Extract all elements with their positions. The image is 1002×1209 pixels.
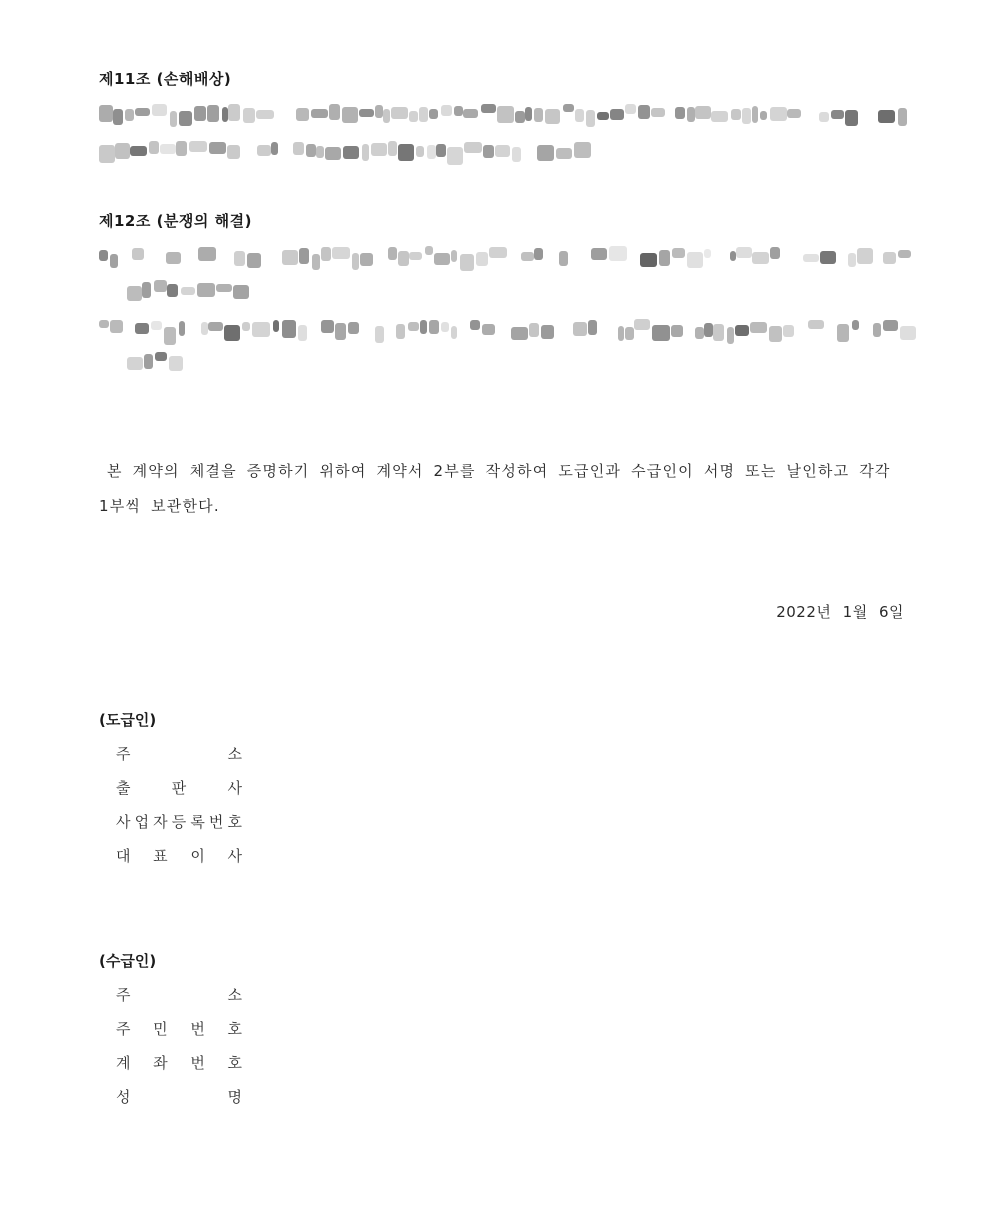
redaction-pixel — [742, 108, 751, 124]
redaction-pixel — [306, 144, 316, 157]
redaction-pixel — [209, 142, 226, 154]
contract-date: 2022년 1월 6일 — [776, 603, 904, 621]
field-label — [116, 1086, 242, 1108]
redaction-pixel — [99, 105, 113, 122]
redaction-pixel — [675, 107, 685, 119]
redaction-pixel — [852, 320, 859, 331]
redaction-pixel — [752, 252, 769, 264]
redaction-pixel — [476, 252, 488, 266]
redaction-pixel — [704, 323, 713, 338]
redaction-pixel — [194, 106, 206, 121]
contractor-heading: (도급인) — [99, 711, 157, 729]
field-label-char: 소 — [227, 986, 242, 1004]
redaction-pixel — [151, 321, 162, 330]
redaction-pixel — [298, 325, 307, 341]
redaction-pixel — [900, 326, 916, 339]
field-label-char: 번 — [190, 1020, 205, 1038]
redaction-pixel — [463, 109, 478, 118]
redaction-pixel — [127, 286, 142, 301]
redaction-pixel — [179, 111, 192, 126]
redaction-pixel — [207, 105, 219, 122]
redaction-pixel — [110, 254, 117, 269]
redaction-pixel — [541, 325, 554, 338]
redaction-pixel — [166, 252, 180, 264]
redaction-pixel — [201, 322, 208, 335]
redaction-pixel — [234, 251, 246, 266]
redaction-pixel — [375, 105, 383, 118]
redaction-pixel — [256, 110, 274, 119]
redaction-pixel — [883, 320, 898, 331]
field-label-char: 번 — [208, 813, 224, 831]
redaction-pixel — [695, 327, 703, 339]
redaction-pixel — [559, 251, 569, 266]
field-label-char: 판 — [171, 779, 187, 797]
redaction-pixel — [787, 109, 800, 118]
redaction-pixel — [470, 320, 481, 330]
redaction-pixel — [429, 320, 439, 334]
field-label-char: 좌 — [153, 1054, 168, 1072]
redaction-pixel — [160, 144, 175, 154]
closing-statement-line-2: 1부씩 보관한다. — [99, 497, 220, 515]
redaction-pixel — [638, 105, 650, 119]
redaction-pixel — [252, 322, 270, 337]
redaction-pixel — [489, 247, 507, 258]
redaction-pixel — [752, 106, 758, 123]
redaction-pixel — [711, 111, 728, 122]
redaction-pixel — [164, 327, 177, 345]
redacted-text-block — [99, 315, 914, 377]
redaction-pixel — [831, 110, 844, 118]
redaction-pixel — [625, 104, 636, 114]
redaction-pixel — [197, 283, 215, 296]
redaction-pixel — [534, 108, 544, 122]
field-label-char: 성 — [116, 1088, 131, 1106]
redaction-pixel — [228, 104, 240, 120]
redaction-pixel — [360, 253, 373, 266]
closing-statement-line-1: 본 계약의 체결을 증명하기 위하여 계약서 2부를 작성하여 도급인과 수급인이 서명 또는 날인하고 각각 — [107, 462, 891, 480]
redaction-pixel — [898, 108, 908, 125]
redaction-pixel — [525, 107, 532, 121]
redaction-pixel — [651, 108, 664, 116]
redaction-pixel — [388, 247, 398, 260]
field-label-char: 대 — [116, 847, 131, 865]
redaction-pixel — [857, 248, 873, 264]
redaction-pixel — [391, 107, 408, 119]
redaction-pixel — [512, 147, 521, 162]
article-11-heading: 제11조 (손해배상) — [99, 70, 232, 88]
article-12-heading: 제12조 (분쟁의 해결) — [99, 212, 252, 230]
redaction-pixel — [396, 324, 406, 340]
redaction-pixel — [783, 325, 793, 338]
redaction-pixel — [208, 322, 223, 331]
field-label-char: 주 — [116, 745, 131, 763]
redaction-pixel — [189, 141, 207, 152]
redaction-pixel — [167, 284, 178, 296]
redaction-pixel — [687, 107, 695, 122]
field-label-char: 호 — [227, 1020, 242, 1038]
redaction-pixel — [271, 142, 278, 155]
redaction-pixel — [750, 322, 767, 333]
field-label — [116, 811, 242, 833]
redaction-pixel — [808, 320, 824, 330]
redaction-pixel — [321, 247, 331, 262]
field-label-char: 자 — [153, 813, 168, 831]
redaction-pixel — [556, 148, 572, 160]
redaction-pixel — [760, 111, 768, 120]
field-label — [116, 984, 242, 1006]
redaction-pixel — [316, 146, 324, 157]
redaction-pixel — [312, 254, 320, 270]
redaction-pixel — [769, 326, 782, 342]
redaction-pixel — [704, 249, 711, 258]
redaction-pixel — [342, 107, 358, 123]
redaction-pixel — [233, 285, 249, 299]
redaction-pixel — [427, 145, 436, 159]
redaction-pixel — [819, 112, 829, 122]
field-label-char: 호 — [227, 1054, 242, 1072]
redaction-pixel — [429, 109, 438, 118]
redaction-pixel — [873, 323, 881, 337]
redaction-pixel — [588, 320, 597, 335]
redaction-pixel — [99, 320, 109, 328]
field-label-char: 사 — [227, 779, 242, 797]
redaction-pixel — [483, 145, 493, 158]
redaction-pixel — [352, 253, 359, 270]
redaction-pixel — [321, 320, 333, 333]
redaction-pixel — [730, 251, 737, 261]
redaction-pixel — [878, 110, 895, 123]
redaction-pixel — [770, 247, 779, 259]
redaction-pixel — [132, 248, 144, 259]
redaction-pixel — [848, 253, 856, 268]
redaction-pixel — [434, 253, 450, 265]
redaction-pixel — [169, 356, 183, 371]
redaction-pixel — [282, 250, 297, 265]
redaction-pixel — [511, 327, 528, 340]
field-label — [116, 845, 242, 867]
redaction-pixel — [130, 146, 147, 156]
redaction-pixel — [464, 142, 482, 153]
redaction-pixel — [420, 320, 427, 334]
redaction-pixel — [198, 247, 216, 262]
redacted-text-block — [99, 100, 914, 160]
subcontractor-heading: (수급인) — [99, 952, 157, 970]
redaction-pixel — [398, 144, 415, 161]
redaction-pixel — [735, 325, 749, 335]
redaction-pixel — [110, 320, 122, 333]
redaction-pixel — [181, 287, 195, 295]
field-label-char: 주 — [116, 986, 131, 1004]
redaction-pixel — [99, 145, 115, 163]
redaction-pixel — [243, 108, 255, 123]
field-label-char: 소 — [227, 745, 242, 763]
field-label — [116, 1052, 242, 1074]
redaction-pixel — [155, 352, 167, 362]
redaction-pixel — [441, 105, 452, 115]
field-label — [116, 743, 242, 765]
field-label-char: 민 — [153, 1020, 168, 1038]
field-label-char: 록 — [190, 813, 205, 831]
redaction-pixel — [845, 110, 858, 126]
redaction-pixel — [534, 248, 542, 260]
redaction-pixel — [329, 104, 340, 119]
redaction-pixel — [770, 107, 787, 121]
redaction-pixel — [618, 326, 625, 341]
redaction-pixel — [529, 323, 540, 337]
redaction-pixel — [574, 142, 591, 157]
redaction-pixel — [242, 322, 250, 331]
redaction-pixel — [170, 111, 177, 127]
redaction-pixel — [311, 109, 328, 118]
redaction-pixel — [224, 325, 240, 341]
field-label — [116, 777, 242, 799]
redaction-pixel — [135, 323, 149, 333]
field-label-char: 호 — [227, 813, 242, 831]
field-label-char: 표 — [153, 847, 168, 865]
redaction-pixel — [610, 109, 625, 120]
field-label-char: 주 — [116, 1020, 131, 1038]
redaction-pixel — [257, 145, 271, 156]
redaction-pixel — [537, 145, 554, 161]
redaction-pixel — [222, 107, 228, 122]
redaction-pixel — [695, 106, 711, 119]
redaction-pixel — [362, 144, 370, 160]
redaction-pixel — [273, 320, 279, 333]
redaction-pixel — [441, 322, 449, 332]
field-label-char: 사 — [227, 847, 242, 865]
redaction-pixel — [521, 252, 534, 261]
redaction-pixel — [573, 322, 587, 336]
field-label — [116, 1018, 242, 1040]
redaction-pixel — [731, 109, 741, 120]
redaction-pixel — [451, 326, 457, 339]
redaction-pixel — [348, 322, 359, 333]
redaction-pixel — [176, 141, 186, 157]
redaction-pixel — [179, 321, 185, 336]
redaction-pixel — [293, 142, 304, 155]
redaction-pixel — [99, 250, 108, 261]
redaction-pixel — [425, 246, 434, 255]
redaction-pixel — [597, 112, 610, 120]
field-label-char: 명 — [227, 1088, 242, 1106]
field-label-char: 등 — [171, 813, 187, 831]
field-label-char: 출 — [116, 779, 131, 797]
redaction-pixel — [149, 141, 159, 154]
redaction-pixel — [515, 111, 525, 122]
redaction-pixel — [282, 320, 296, 338]
redaction-pixel — [343, 146, 359, 160]
redaction-pixel — [296, 108, 309, 122]
redaction-pixel — [803, 254, 819, 262]
redaction-pixel — [451, 250, 457, 262]
redaction-pixel — [375, 326, 384, 343]
redaction-pixel — [216, 284, 232, 293]
redaction-pixel — [332, 247, 350, 259]
redaction-pixel — [144, 354, 153, 368]
redaction-pixel — [125, 109, 135, 122]
redaction-pixel — [659, 250, 670, 265]
redaction-pixel — [383, 109, 390, 123]
redacted-text-block — [99, 242, 914, 304]
redaction-pixel — [586, 110, 595, 128]
redaction-pixel — [409, 111, 417, 123]
redaction-pixel — [325, 147, 341, 160]
redaction-pixel — [113, 109, 123, 125]
redaction-pixel — [460, 254, 474, 272]
redaction-pixel — [436, 144, 446, 157]
redaction-pixel — [227, 145, 240, 159]
redaction-pixel — [609, 246, 626, 260]
field-label-char: 사 — [116, 813, 131, 831]
redaction-pixel — [591, 248, 607, 260]
field-label-char: 업 — [134, 813, 150, 831]
redaction-pixel — [419, 107, 428, 122]
redaction-pixel — [625, 327, 634, 340]
field-label-char: 이 — [190, 847, 205, 865]
redaction-pixel — [482, 324, 495, 335]
redaction-pixel — [152, 104, 167, 116]
redaction-pixel — [672, 248, 685, 259]
redaction-pixel — [454, 106, 462, 116]
redaction-pixel — [299, 248, 309, 264]
redaction-pixel — [447, 147, 463, 165]
redaction-pixel — [154, 280, 167, 291]
redaction-pixel — [727, 327, 734, 345]
redaction-pixel — [820, 251, 836, 264]
redaction-pixel — [837, 324, 849, 342]
redaction-pixel — [563, 104, 574, 112]
redaction-pixel — [408, 322, 419, 331]
redaction-pixel — [495, 145, 510, 157]
redaction-pixel — [545, 109, 561, 123]
redaction-pixel — [247, 253, 261, 268]
redaction-pixel — [883, 252, 896, 264]
redaction-pixel — [142, 282, 151, 299]
redaction-pixel — [634, 319, 650, 330]
redaction-pixel — [481, 104, 496, 112]
redaction-pixel — [398, 251, 408, 267]
redaction-pixel — [409, 252, 421, 261]
redaction-pixel — [388, 141, 396, 156]
redaction-pixel — [575, 109, 584, 122]
redaction-pixel — [115, 143, 130, 159]
redaction-pixel — [736, 247, 751, 258]
redaction-pixel — [687, 252, 702, 268]
redaction-pixel — [359, 109, 374, 117]
redaction-pixel — [671, 325, 683, 337]
redaction-pixel — [497, 106, 514, 122]
redaction-pixel — [135, 108, 150, 116]
redaction-pixel — [713, 324, 724, 342]
redaction-pixel — [416, 146, 424, 157]
redaction-pixel — [371, 143, 387, 156]
field-label-char: 계 — [116, 1054, 131, 1072]
redaction-pixel — [640, 253, 657, 267]
redaction-pixel — [335, 323, 346, 340]
redaction-pixel — [652, 325, 670, 341]
redaction-pixel — [127, 357, 143, 370]
redaction-pixel — [898, 250, 912, 258]
field-label-char: 번 — [190, 1054, 205, 1072]
